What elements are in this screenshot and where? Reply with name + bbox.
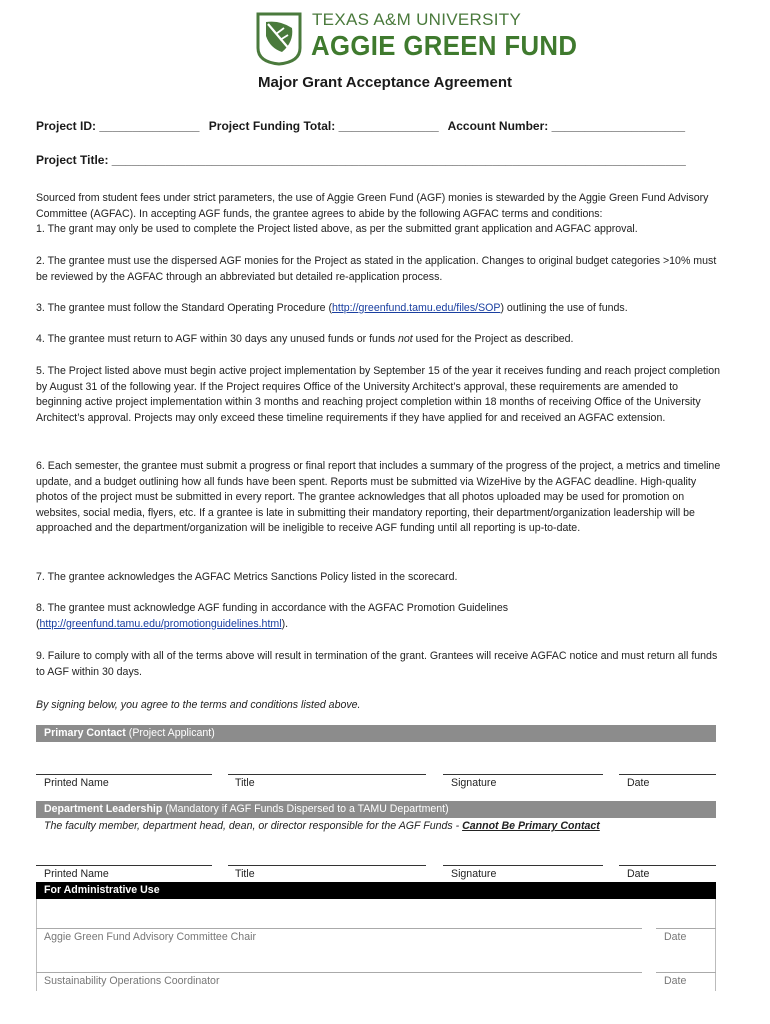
- term-8: [36, 601, 726, 632]
- coordinator-signature-line[interactable]: [36, 972, 642, 973]
- coordinator-date-line[interactable]: [656, 972, 716, 973]
- primary-signature-line[interactable]: [443, 774, 603, 775]
- term-1: 1. The grant may only be used to complete the Project listed above, as per the submitted grant application and AGFAC approval.: [36, 223, 638, 236]
- intro-paragraph: [36, 191, 726, 238]
- term-8-text-pre: 8. The grantee must acknowledge AGF funding in accordance with the AGFAC Promotion Guidelines (: [36, 602, 509, 630]
- primary-title-label: Title: [235, 777, 255, 789]
- primary-printed-name-label: Printed Name: [44, 777, 109, 789]
- dept-date-label: Date: [627, 868, 650, 880]
- logo-fund-text: AGGIE GREEN FUND: [311, 30, 578, 61]
- funding-total-field[interactable]: Project Funding Total: _______________: [208, 119, 439, 133]
- department-note-text: The faculty member, department head, dean, or director responsible for the AGF Funds -: [44, 820, 463, 832]
- dept-signature-line[interactable]: [443, 865, 603, 866]
- term-3-text-post: ) outlining the use of funds.: [500, 302, 628, 314]
- intro-text: Sourced from student fees under strict parameters, the use of Aggie Green Fund (AGF) monies is stewarded by the Aggie Green Fund Advisory Committee (AGFAC). In accepting AGF funds, the grantee agrees to abide by the following AGFAC terms and conditions:: [36, 192, 709, 220]
- chair-date-line[interactable]: [656, 928, 716, 929]
- account-number-field[interactable]: Account Number: ____________________: [447, 119, 686, 133]
- logo-university-text: TEXAS A&M UNIVERSITY: [312, 10, 522, 29]
- term-6: 6. Each semester, the grantee must submit a progress or final report that includes a summary of the progress of the project, a metrics and timeline update, and a budget outlining how all funds have been spent. Reports must be submitted via WizeHive by the AGFAC deadline. High-quality photos of the project must be submitted in every report. The grantee acknowledges that all photos uploaded may be used for promotion on websites, social media, flyers, etc. If a grantee is late in submitting their mandatory reporting, their department/organization leadership will be approached and the department/organization will be ineligible to receive AGF funding until all reporting is up-to-date.: [36, 460, 721, 535]
- term-4-text-post: used for the Project as described.: [412, 333, 574, 345]
- chair-date-label: Date: [664, 931, 687, 943]
- primary-contact-subheading: (Project Applicant): [125, 727, 215, 739]
- term-3: [36, 301, 726, 317]
- project-id-field[interactable]: Project ID: _______________: [36, 119, 200, 133]
- department-leadership-bar: [36, 801, 716, 818]
- dept-signature-label: Signature: [451, 868, 497, 880]
- department-leadership-heading: Department Leadership: [44, 803, 163, 815]
- dept-title-label: Title: [235, 868, 255, 880]
- coordinator-date-label: Date: [664, 975, 687, 987]
- term-7: 7. The grantee acknowledges the AGFAC Metrics Sanctions Policy listed in the scorecard.: [36, 571, 458, 583]
- term-5: 5. The Project listed above must begin active project implementation by September 15 of the year it receives funding and reach project completion by August 31 of the following year. If the Project requires Office of the University Architect’s approval, these requirements are amended to beginning active project implementation within 3 months and reaching project completion within 18 months of receiving Office of the University Architect’s approval. Projects may only exceed these timeline requirements if they have applied for and received an AGFAC extension.: [36, 365, 721, 424]
- department-note-emphasis: Cannot Be Primary Contact: [462, 820, 600, 832]
- administrative-use-bar: [36, 882, 716, 899]
- department-note: [44, 820, 600, 832]
- primary-name-line[interactable]: [36, 774, 212, 775]
- dept-name-line[interactable]: [36, 865, 212, 866]
- sop-link[interactable]: http://greenfund.tamu.edu/files/SOP: [332, 302, 501, 314]
- primary-contact-bar: [36, 725, 716, 742]
- term-8-text-post: ).: [281, 617, 289, 630]
- primary-contact-heading: Primary Contact: [44, 727, 126, 739]
- promotion-guidelines-link[interactable]: http://greenfund.tamu.edu/promotionguidelines.html: [39, 617, 282, 630]
- term-2: 2. The grantee must use the dispersed AGF monies for the Project as stated in the application. Changes to original budget categories >10% must be reviewed by the AGFAC through an abbreviated but detailed re-application process.: [36, 255, 717, 283]
- term-9: 9. Failure to comply with all of the terms above will result in termination of the grant. Grantees will receive AGFAC notice and must return all funds to AGF within 30 days.: [36, 650, 718, 678]
- chair-signature-line[interactable]: [36, 928, 642, 929]
- term-3-text-pre: 3. The grantee must follow the Standard Operating Procedure (: [36, 302, 333, 314]
- administrative-use-heading: For Administrative Use: [44, 884, 160, 896]
- chair-label: Aggie Green Fund Advisory Committee Chair: [44, 931, 256, 943]
- term-4: [36, 332, 726, 348]
- page-title: Major Grant Acceptance Agreement: [258, 74, 512, 91]
- term-4-emphasis: not: [397, 333, 413, 345]
- primary-title-line[interactable]: [228, 774, 426, 775]
- department-leadership-subheading: (Mandatory if AGF Funds Dispersed to a TAMU Department): [162, 803, 449, 815]
- project-title-field[interactable]: Project Title: ______________________________________________________________________________________: [36, 153, 686, 167]
- dept-title-line[interactable]: [228, 865, 426, 866]
- coordinator-label: Sustainability Operations Coordinator: [44, 975, 220, 987]
- term-4-text-pre: 4. The grantee must return to AGF within 30 days any unused funds or funds: [36, 333, 398, 345]
- primary-signature-label: Signature: [451, 777, 497, 789]
- agf-logo: [254, 6, 578, 68]
- leaf-logo-icon: [254, 8, 304, 66]
- primary-date-line[interactable]: [619, 774, 716, 775]
- signing-note: By signing below, you agree to the terms and conditions listed above.: [36, 699, 361, 711]
- project-fields: [36, 119, 691, 133]
- dept-printed-name-label: Printed Name: [44, 868, 109, 880]
- dept-date-line[interactable]: [619, 865, 716, 866]
- primary-date-label: Date: [627, 777, 650, 789]
